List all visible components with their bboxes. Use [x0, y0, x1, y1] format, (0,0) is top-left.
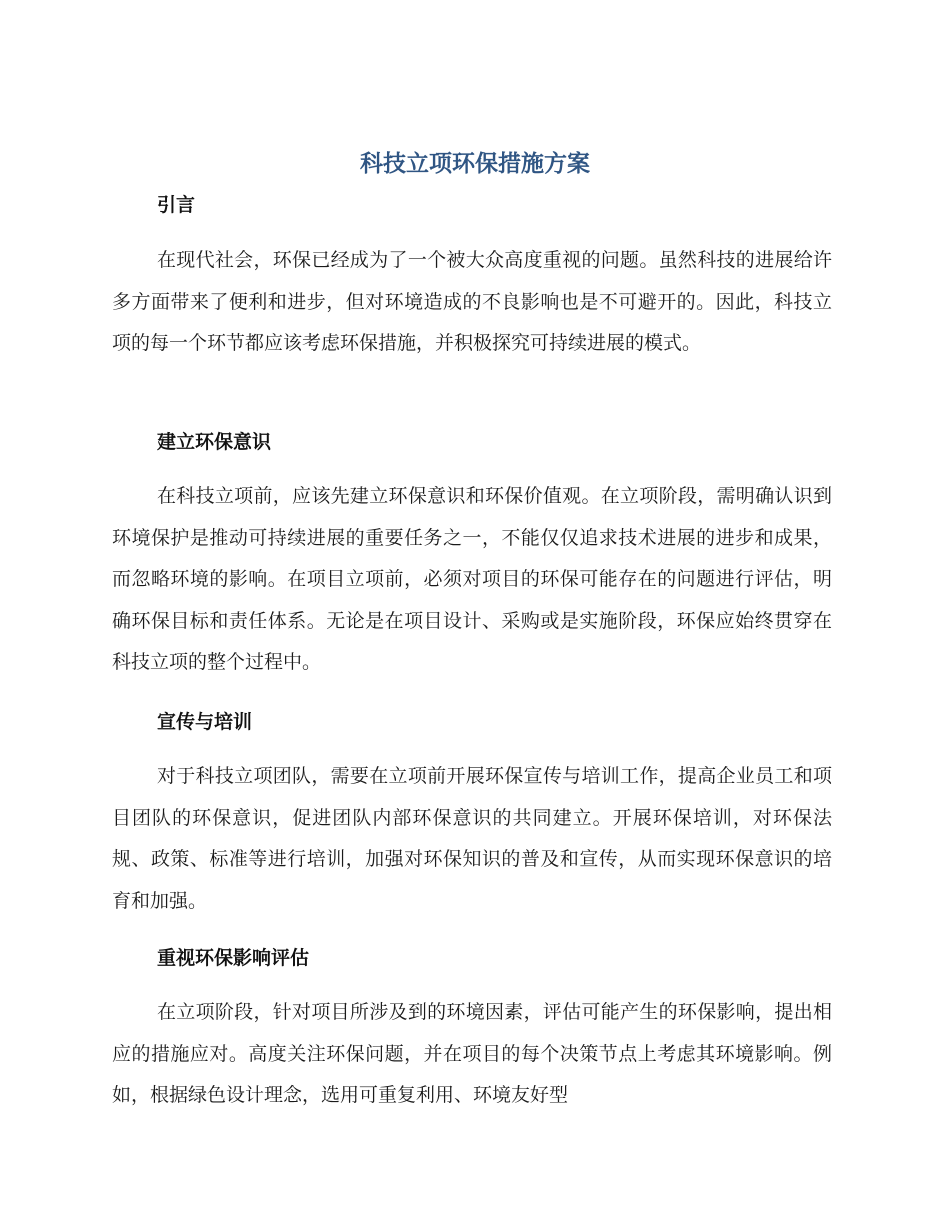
section-paragraph-awareness: 在科技立项前，应该先建立环保意识和环保价值观。在立项阶段，需明确认识到环境保护是推动可持续进展的重要任务之一，不能仅仅追求技术进展的进步和成果，而忽略环境的影响。在项目立项前，必须对项目的环保可能存在的问题进行评估，明确环保目标和责任体系。无论是在项目设计、采购或是实施阶段，环保应始终贯穿在科技立项的整个过程中。	[112, 485, 832, 673]
section-heading-training: 宣传与培训	[157, 711, 253, 733]
section-paragraph-training: 对于科技立项团队，需要在立项前开展环保宣传与培训工作，提高企业员工和项目团队的环保意识，促进团队内部环保意识的共同建立。开展环保培训，对环保法规、政策、标准等进行培训，加强对环保知识的普及和宣传，从而实现环保意识的培育和加强。	[112, 765, 832, 912]
section-paragraph-introduction: 在现代社会，环保已经成为了一个被大众高度重视的问题。虽然科技的进展给许多方面带来了便利和进步，但对环境造成的不良影响也是不可避开的。因此，科技立项的每一个环节都应该考虑环保措施，并积极探究可持续进展的模式。	[112, 249, 832, 354]
section-heading-impact-assessment: 重视环保影响评估	[157, 947, 310, 969]
section-paragraph-impact-assessment: 在立项阶段，针对项目所涉及到的环境因素，评估可能产生的环保影响，提出相应的措施应对。高度关注环保问题，并在项目的每个决策节点上考虑其环境影响。例如，根据绿色设计理念，选用可重复利用、环境友好型	[112, 1001, 832, 1106]
section-heading-awareness: 建立环保意识	[157, 431, 272, 453]
document-title: 科技立项环保措施方案	[360, 151, 590, 177]
section-heading-introduction: 引言	[157, 194, 196, 216]
